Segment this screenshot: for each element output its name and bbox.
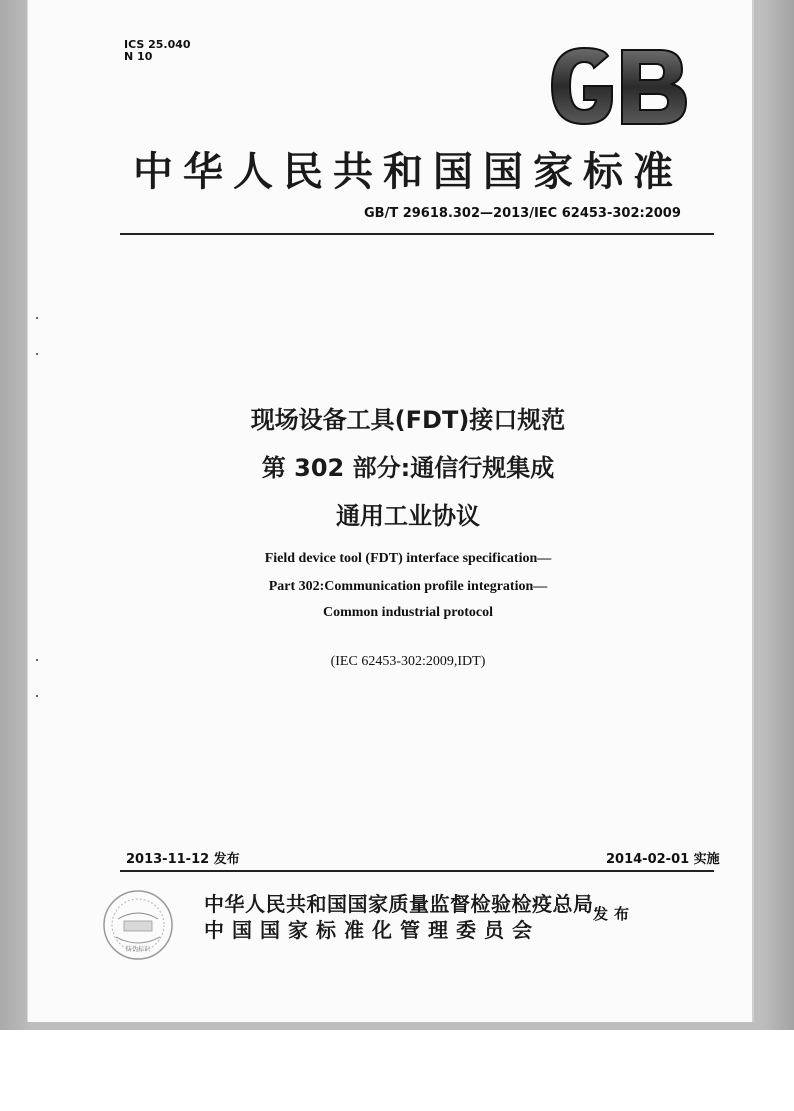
en-title-line3: Common industrial protocol — [322, 605, 494, 620]
en-title-line2: Part 302:Communication profile integration— — [268, 579, 548, 594]
cn-title-line2: 第 302 部分:通信行规集成 — [261, 454, 555, 482]
national-standard-title: 中华人民共和国国家标准 — [133, 148, 683, 195]
classification-codes — [124, 39, 191, 63]
publish-label: 发布 — [593, 905, 636, 923]
margin-dot — [36, 695, 38, 697]
implementation-date: 2014-02-01 实施 — [606, 852, 720, 867]
document-page — [28, 0, 752, 1022]
margin-dot — [36, 353, 38, 355]
standard-number: GB/T 29618.302—2013/IEC 62453-302:2009 — [364, 206, 681, 221]
divider-top — [120, 233, 714, 235]
iec-reference: (IEC 62453-302:2009,IDT) — [330, 654, 486, 669]
gb-logo — [542, 42, 692, 130]
issuer-sac: 中国国家标准化管理委员会 — [204, 918, 540, 942]
ccs-code: N 10 — [124, 50, 153, 63]
en-title-line1: Field device tool (FDT) interface specification— — [264, 551, 552, 566]
issuer-aqsiq: 中华人民共和国国家质量监督检验检疫总局 — [204, 892, 594, 916]
cn-title-line3: 通用工业协议 — [336, 502, 480, 530]
cn-title-line1: 现场设备工具(FDT)接口规范 — [250, 406, 566, 434]
anti-counterfeit-seal — [98, 885, 178, 965]
margin-dot — [36, 659, 38, 661]
seal-text: 防伪标识 — [125, 946, 151, 953]
ics-code: ICS 25.040 — [124, 38, 191, 51]
divider-bottom — [120, 870, 714, 872]
issue-date: 2013-11-12 发布 — [126, 852, 240, 867]
margin-dot — [36, 317, 38, 319]
